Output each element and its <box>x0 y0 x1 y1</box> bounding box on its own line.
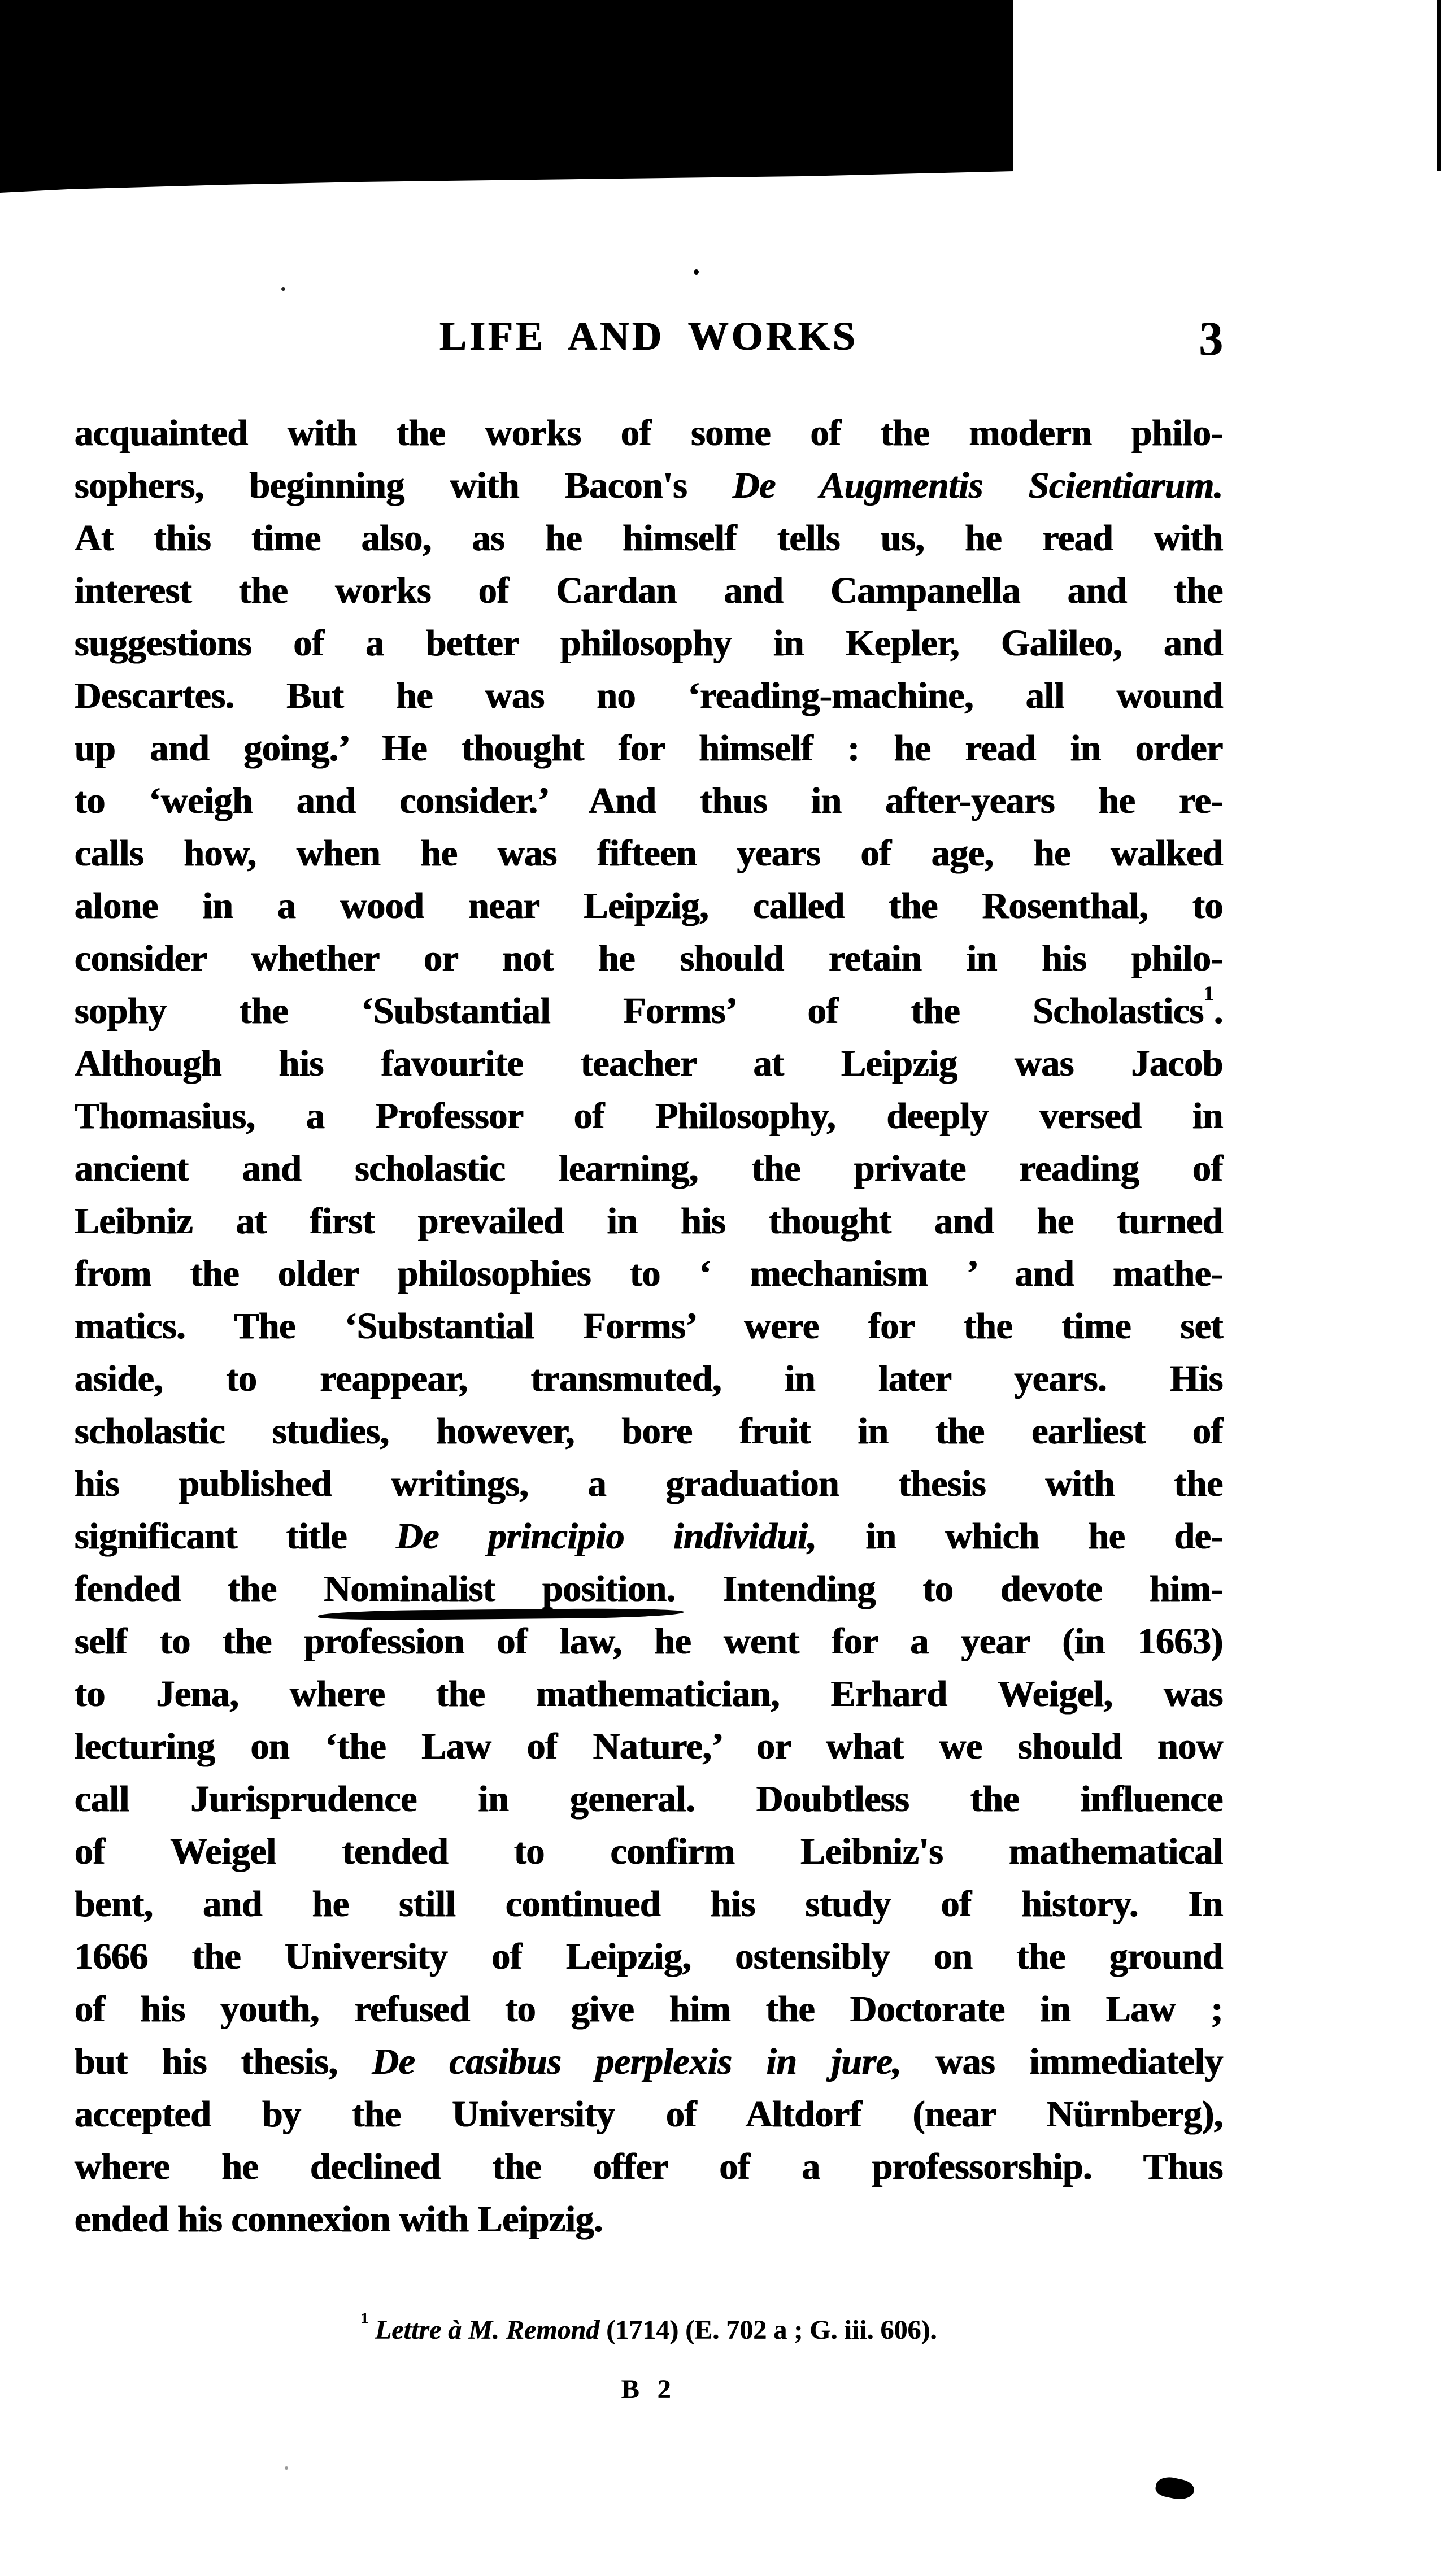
page-number: 3 <box>1199 311 1223 365</box>
text-segment: bent, and he still continued his study of history. In <box>75 1883 1223 1925</box>
text-segment: (1714) (E. 702 a ; G. iii. 606). <box>599 2315 937 2345</box>
text-line <box>75 1457 1223 1510</box>
text-segment: Leibniz at first prevailed in his thought and he turned <box>75 1200 1223 1242</box>
text-segment: Thomasius, a Professor of Philosophy, deeply versed in <box>75 1095 1223 1137</box>
text-line <box>75 774 1223 827</box>
text-line <box>75 1090 1223 1142</box>
text-line <box>75 1825 1223 1878</box>
text-segment: sophers, beginning with Bacon's <box>75 465 733 506</box>
text-segment: sophy the ‘Substantial Forms’ of the Scholastics <box>75 990 1204 1032</box>
text-line <box>75 1142 1223 1195</box>
text-segment: but his thesis, <box>75 2041 372 2082</box>
text-segment: interest the works of Cardan and Campanella and the <box>75 570 1223 611</box>
text-segment: self to the profession of law, he went for a year (in 1663) <box>75 1621 1223 1662</box>
text-line <box>75 1300 1223 1352</box>
text-segment: of his youth, refused to give him the Doctorate in Law ; <box>75 1988 1223 2030</box>
scan-speck <box>285 2466 288 2470</box>
text-line <box>75 512 1223 564</box>
footnote <box>75 2309 1223 2347</box>
text-segment: to Jena, where the mathematician, Erhard Weigel, was <box>75 1673 1223 1715</box>
scan-artifact-top-bar <box>0 0 1013 195</box>
text-line <box>75 722 1223 774</box>
text-line <box>75 880 1223 932</box>
text-line <box>75 669 1223 722</box>
text-segment: scholastic studies, however, bore fruit in the earliest of <box>75 1411 1223 1452</box>
scan-speck <box>281 287 285 291</box>
text-line <box>75 2035 1223 2088</box>
text-segment: his published writings, a graduation thesis with the <box>75 1463 1223 1504</box>
text-line <box>75 1878 1223 1930</box>
text-segment: where he declined the offer of a professorship. Thus <box>75 2146 1223 2187</box>
text-segment: alone in a wood near Leipzig, called the Rosenthal, to <box>75 885 1223 926</box>
text-line <box>75 827 1223 880</box>
italic-text: Lettre à M. Remond <box>375 2315 600 2345</box>
text-segment: calls how, when he was fifteen years of age, he walked <box>75 833 1223 874</box>
text-line <box>75 407 1223 459</box>
footnote-text <box>375 2315 937 2345</box>
text-line <box>75 1720 1223 1773</box>
text-segment: accepted by the University of Altdorf (near Nürnberg), <box>75 2094 1223 2135</box>
text-segment: ancient and scholastic learning, the private reading of <box>75 1148 1223 1189</box>
text-line <box>75 1195 1223 1247</box>
text-segment: acquainted with the works of some of the modern philo- <box>75 412 1223 454</box>
text-line <box>75 1037 1223 1090</box>
running-header <box>75 305 1223 367</box>
text-line <box>75 932 1223 985</box>
printer-signature: B 2 <box>621 2374 677 2404</box>
body-text <box>75 407 1223 2246</box>
text-line <box>75 1773 1223 1825</box>
text-segment: ended his connexion with Leipzig. <box>75 2199 603 2240</box>
page-header-title: LIFE AND WORKS <box>439 314 858 359</box>
text-segment: in which he de- <box>816 1516 1223 1557</box>
text-segment: aside, to reappear, transmuted, in later years. His <box>75 1358 1223 1399</box>
text-segment: lecturing on ‘the Law of Nature,’ or what we should now <box>75 1726 1223 1767</box>
italic-text: De principio individui, <box>396 1516 817 1557</box>
text-segment: consider whether or not he should retain in his philo- <box>75 938 1223 979</box>
text-segment: fended the <box>75 1568 324 1609</box>
text-segment: matics. The ‘Substantial Forms’ were for the time set <box>75 1306 1223 1347</box>
text-line <box>75 1563 1223 1615</box>
text-line <box>75 1983 1223 2035</box>
text-segment: was immediately <box>901 2041 1224 2082</box>
pen-underlined-text: Nominalist position. <box>324 1568 676 1609</box>
text-segment: Intending to devote him- <box>675 1568 1223 1609</box>
italic-text: De Augmentis Scientiarum. <box>733 465 1223 506</box>
text-segment: Descartes. But he was no ‘reading-machine, all wound <box>75 675 1223 716</box>
text-line <box>75 981 1223 1037</box>
text-line <box>75 1352 1223 1405</box>
text-line <box>75 564 1223 617</box>
text-line <box>75 1405 1223 1457</box>
text-segment: from the older philosophies to ‘ mechanism ’ and mathe- <box>75 1253 1223 1294</box>
text-segment: of Weigel tended to confirm Leibniz's mathematical <box>75 1831 1223 1872</box>
text-line <box>75 2140 1223 2193</box>
text-segment: significant title <box>75 1516 397 1557</box>
scan-artifact-edge-line <box>1437 0 1441 171</box>
scan-speck <box>694 269 699 275</box>
text-segment: suggestions of a better philosophy in Kepler, Galileo, and <box>75 623 1223 664</box>
text-line <box>75 459 1223 512</box>
text-line <box>75 1668 1223 1720</box>
text-segment: 1666 the University of Leipzig, ostensibly on the ground <box>75 1936 1223 1977</box>
text-segment: . <box>1214 990 1223 1032</box>
text-segment: Although his favourite teacher at Leipzig was Jacob <box>75 1043 1223 1084</box>
text-segment: call Jurisprudence in general. Doubtless the influence <box>75 1778 1223 1820</box>
text-line <box>75 2088 1223 2140</box>
italic-text: De casibus perplexis in jure, <box>372 2041 902 2082</box>
text-line <box>75 1510 1223 1563</box>
footnote-marker: 1 <box>360 2309 368 2327</box>
text-line <box>75 617 1223 669</box>
text-line <box>75 1930 1223 1983</box>
footnote-ref: 1 <box>1203 981 1214 1004</box>
text-line <box>75 1247 1223 1300</box>
ink-blob <box>1154 2474 1196 2502</box>
text-segment: up and going.’ He thought for himself : he read in order <box>75 728 1223 769</box>
text-segment: At this time also, as he himself tells us, he read with <box>75 517 1223 559</box>
text-line <box>75 1615 1223 1668</box>
text-line <box>75 2193 1223 2246</box>
text-segment: to ‘weigh and consider.’ And thus in after-years he re- <box>75 780 1223 821</box>
